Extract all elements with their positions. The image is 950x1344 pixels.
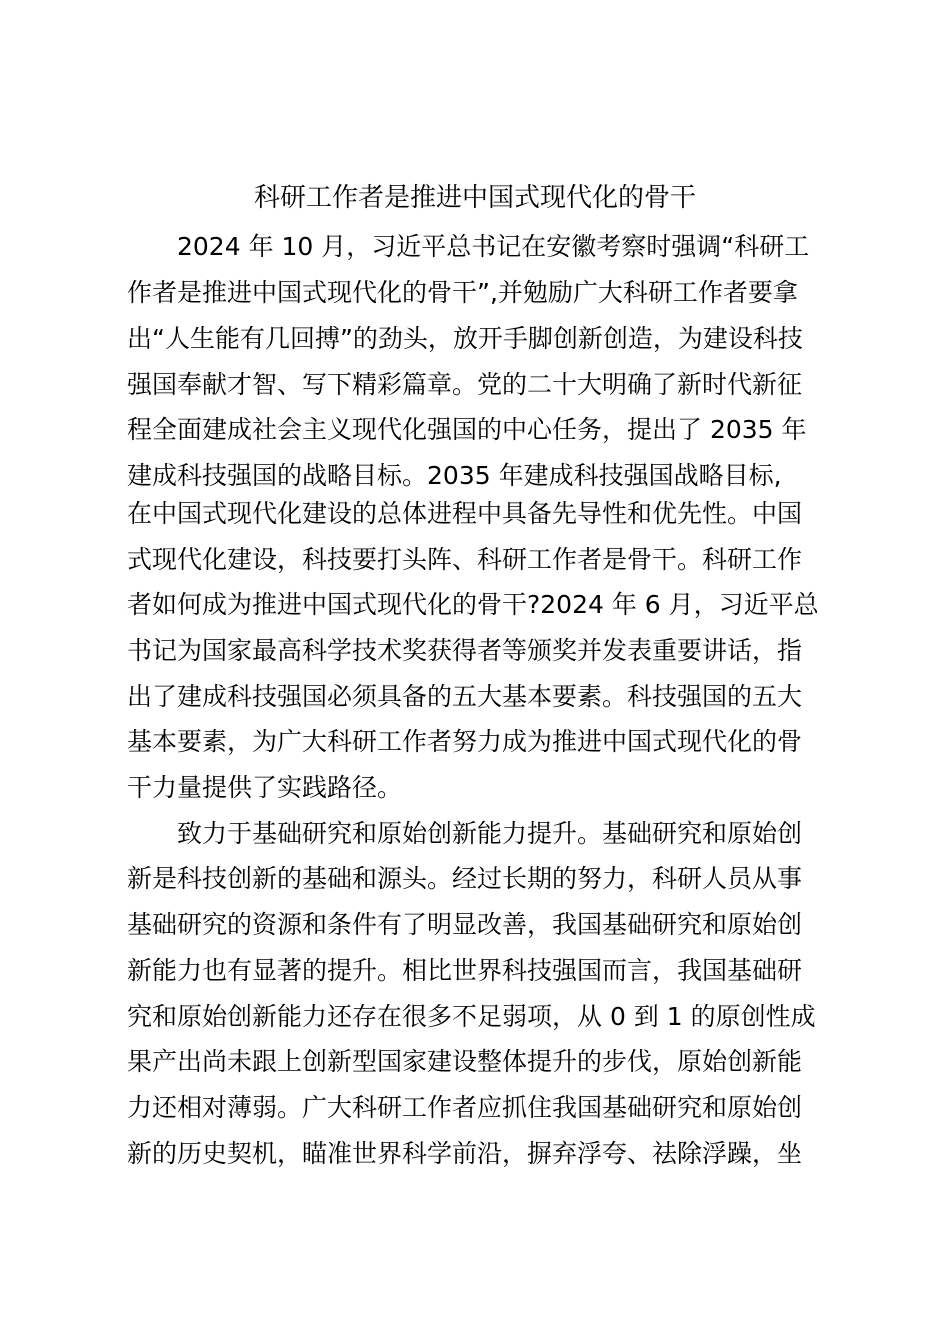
paragraph-2-line: 新是科技创新的基础和源头。经过长期的努力，科研人员从事 — [127, 864, 803, 893]
paragraph-1-line: 在中国式现代化建设的总体进程中具备先导性和优先性。中国 — [127, 499, 803, 528]
paragraph-2-line: 基础研究的资源和条件有了明显改善，我国基础研究和原始创 — [127, 910, 803, 939]
document-title: 科研工作者是推进中国式现代化的骨干 — [253, 183, 696, 213]
paragraph-2-line: 新能力也有显著的提升。相比世界科技强国而言，我国基础研 — [127, 956, 803, 985]
paragraph-1-line: 干力量提供了实践路径。 — [127, 773, 403, 802]
paragraph-1-line: 式现代化建设，科技要打头阵、科研工作者是骨干。科研工作 — [127, 545, 803, 574]
paragraph-1-line: 程全面建成社会主义现代化强国的中心任务，提出了 2035 年 — [127, 415, 807, 444]
paragraph-2-line: 力还相对薄弱。广大科研工作者应抓住我国基础研究和原始创 — [127, 1093, 803, 1122]
paragraph-1-line: 强国奉献才智、写下精彩篇章。党的二十大明确了新时代新征 — [127, 370, 803, 399]
paragraph-1-line: 者如何成为推进中国式现代化的骨干?2024 年 6 月，习近平总 — [127, 590, 819, 619]
paragraph-2-line: 新的历史契机，瞄准世界科学前沿，摒弃浮夸、祛除浮躁，坐 — [127, 1139, 803, 1168]
paragraph-1-line: 作者是推进中国式现代化的骨干”,并勉励广大科研工作者要拿 — [127, 278, 798, 307]
paragraph-1-line: 书记为国家最高科学技术奖获得者等颁奖并发表重要讲话，指 — [127, 636, 803, 665]
paragraph-1-line: 建成科技强国的战略目标。2035 年建成科技强国战略目标, — [127, 461, 782, 490]
paragraph-1-line: 出“人生能有几回搏”的劲头，放开手脚创新创造，为建设科技 — [127, 324, 803, 353]
paragraph-1-line: 2024 年 10 月，习近平总书记在安徽考察时强调“科研工 — [127, 232, 810, 261]
paragraph-2-line: 果产出尚未跟上创新型国家建设整体提升的步伐，原始创新能 — [127, 1047, 803, 1076]
paragraph-2-line: 究和原始创新能力还存在很多不足弱项，从 0 到 1 的原创性成 — [127, 1002, 816, 1031]
paragraph-1-line: 基本要素，为广大科研工作者努力成为推进中国式现代化的骨 — [127, 727, 803, 756]
paragraph-1-line: 出了建成科技强国必须具备的五大基本要素。科技强国的五大 — [127, 682, 803, 711]
paragraph-2-line: 致力于基础研究和原始创新能力提升。基础研究和原始创 — [127, 819, 803, 848]
